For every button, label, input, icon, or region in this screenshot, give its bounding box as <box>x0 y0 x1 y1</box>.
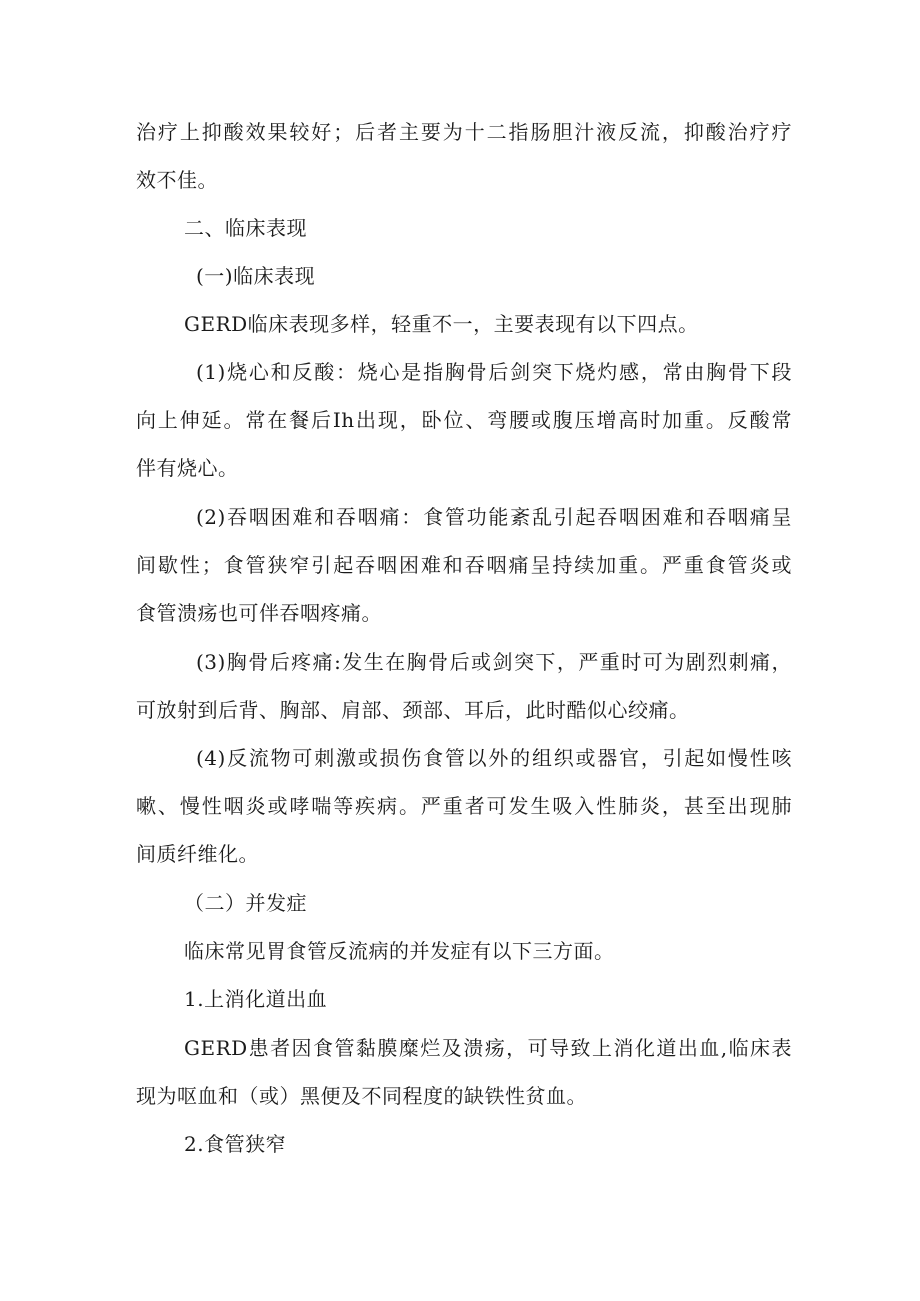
text-line: GERD临床表现多样，轻重不一，主要表现有以下四点。 <box>184 312 699 336</box>
subsection-heading: (一)临床表现 <box>196 264 316 288</box>
text-line: 间歇性；食管狭窄引起吞咽困难和吞咽痛呈持续加重。严重食管炎或 <box>136 553 792 577</box>
text-line: 伴有烧心。 <box>136 456 239 480</box>
list-item-line: (3)胸骨后疼痛:发生在胸骨后或剑突下，严重时可为剧烈刺痛， <box>196 650 792 674</box>
section-heading: 二、临床表现 <box>184 216 307 240</box>
text-line: 嗽、慢性咽炎或哮喘等疾病。严重者可发生吸入性肺炎，甚至出现肺 <box>136 794 792 818</box>
text-line: GERD患者因食管黏膜糜烂及溃疡，可导致上消化道出血,临床表 <box>184 1036 792 1060</box>
text-line: 食管溃疡也可伴吞咽疼痛。 <box>136 601 382 625</box>
subsection-heading: （二）并发症 <box>184 891 307 915</box>
numbered-heading: 2.食管狭窄 <box>184 1132 287 1156</box>
text-line: 临床常见胃食管反流病的并发症有以下三方面。 <box>184 939 615 963</box>
text-line: 效不佳。 <box>136 168 218 192</box>
list-item-line: (1)烧心和反酸：烧心是指胸骨后剑突下烧灼感，常由胸骨下段 <box>196 360 792 384</box>
text-line: 可放射到后背、胸部、肩部、颈部、耳后，此时酷似心绞痛。 <box>136 698 690 722</box>
numbered-heading: 1.上消化道出血 <box>184 987 328 1011</box>
text-line: 治疗上抑酸效果较好；后者主要为十二指肠胆汁液反流，抑酸治疗疗 <box>136 120 792 144</box>
text-line: 现为呕血和（或）黑便及不同程度的缺铁性贫血。 <box>136 1084 587 1108</box>
list-item-line: (2)吞咽困难和吞咽痛：食管功能紊乱引起吞咽困难和吞咽痛呈 <box>196 505 792 529</box>
text-line: 间质纤维化。 <box>136 842 259 866</box>
list-item-line: (4)反流物可刺激或损伤食管以外的组织或器官，引起如慢性咳 <box>196 746 792 770</box>
text-line: 向上伸延。常在餐后Ih出现，卧位、弯腰或腹压增高时加重。反酸常 <box>136 408 792 432</box>
